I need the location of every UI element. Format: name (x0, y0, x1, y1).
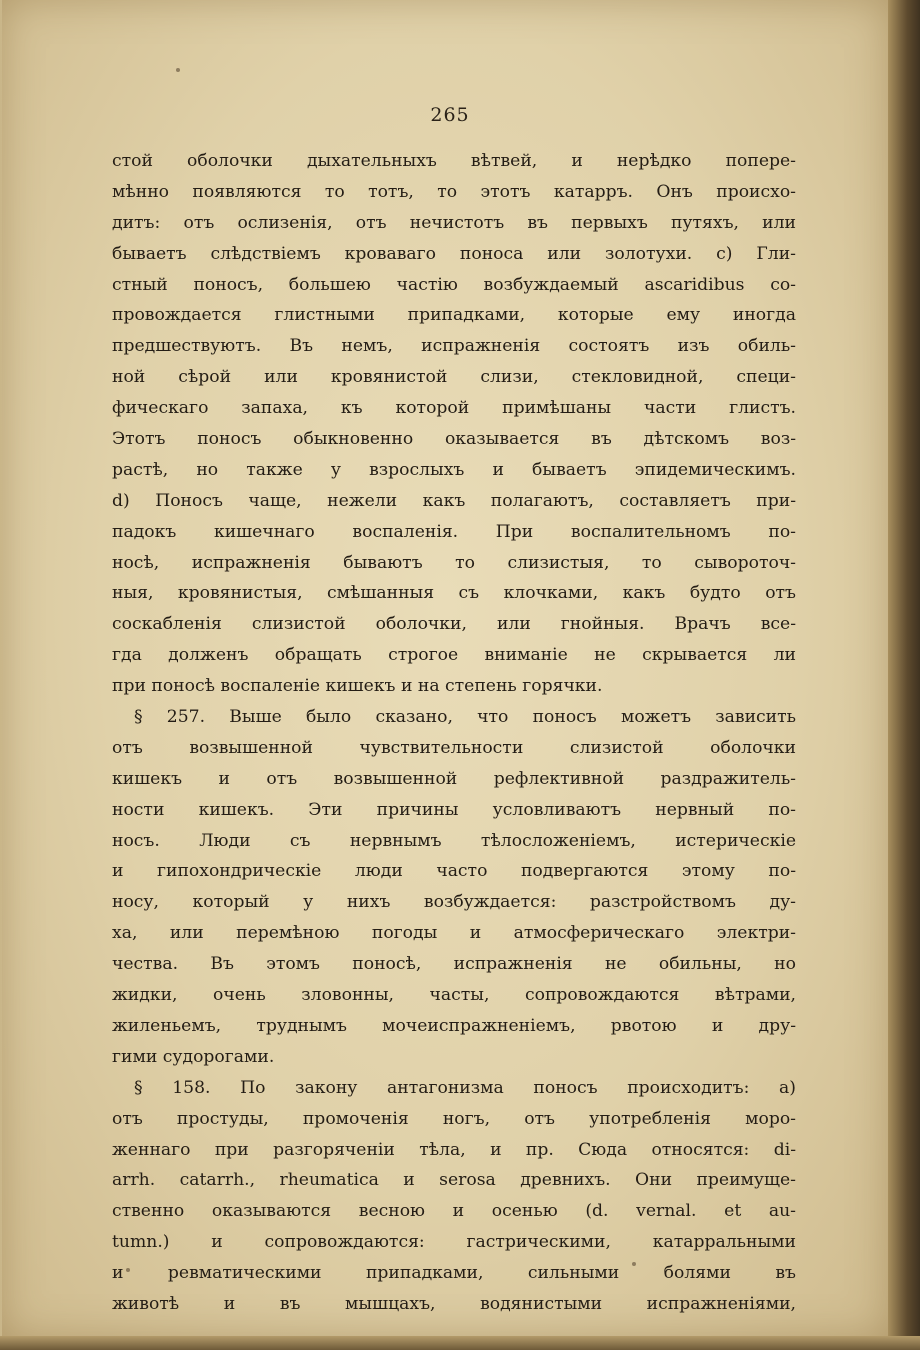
text-line: отъ простуды, промоченія ногъ, отъ употребленія моро- (112, 1108, 796, 1129)
text-line: женнаго при разгоряченіи тѣла, и пр. Сюда относятся: di- (112, 1139, 796, 1160)
text-line: ха, или перемѣною погоды и атмосферическаго электри- (112, 923, 796, 944)
text-line: жиленьемъ, труднымъ мочеиспражненіемъ, рвотою и дру- (112, 1015, 796, 1036)
text-line: чества. Въ этомъ поносѣ, испражненія не обильны, но (112, 954, 796, 975)
text-line: носу, который у нихъ возбуждается: разстройствомъ ду- (112, 892, 796, 913)
text-line: падокъ кишечнаго воспаленія. При воспалительномъ по- (112, 521, 796, 542)
text-line: Этотъ поносъ обыкновенно оказывается въ дѣтскомъ воз- (112, 429, 796, 450)
paper-speck (176, 68, 180, 72)
text-line: стой оболочки дыхательныхъ вѣтвей, и нерѣдко попере- (112, 151, 796, 171)
text-line: предшествуютъ. Въ немъ, испражненія состоятъ изъ обиль- (112, 336, 796, 357)
text-line: arrh. catarrh., rheumatica и serosa древнихъ. Они преимуще- (112, 1170, 796, 1191)
text-line: отъ возвышенной чувствительности слизистой оболочки (112, 737, 796, 758)
text-line: ныя, кровянистыя, смѣшанныя съ клочками, какъ будто отъ (112, 583, 796, 604)
text-line: tumn.) и сопровождаются: гастрическими, катарральными (112, 1232, 796, 1253)
text-line: бываетъ слѣдствіемъ кроваваго поноса или золотухи. с) Гли- (112, 243, 796, 264)
text-line: кишекъ и отъ возвышенной рефлективной раздражитель- (112, 768, 796, 789)
text-line: животѣ и въ мышцахъ, водянистыми испражненіями, (112, 1293, 796, 1314)
book-spine-edge (888, 0, 920, 1350)
paragraph-158-start: § 158. По закону антагонизма поносъ происходитъ: а) (134, 1077, 796, 1098)
book-bottom-edge (0, 1336, 920, 1350)
text-line: ственно оказываются весною и осенью (d. vernal. et au- (112, 1201, 796, 1222)
text-line: d) Поносъ чаще, нежели какъ полагаютъ, составляетъ при- (112, 490, 796, 511)
text-line: ной сѣрой или кровянистой слизи, стекловидной, специ- (112, 367, 796, 388)
text-line: носъ. Люди съ нервнымъ тѣлосложеніемъ, истерическіе (112, 830, 796, 851)
body-text (112, 146, 796, 1320)
text-line: мѣнно появляются то тотъ, то этотъ катарръ. Онъ происхо- (112, 181, 796, 202)
paragraph-257-start: § 257. Выше было сказано, что поносъ можетъ зависить (134, 707, 796, 728)
text-line: соскабленія слизистой оболочки, или гнойныя. Врачъ все- (112, 614, 796, 635)
text-line: и ревматическими припадками, сильными болями въ (112, 1263, 796, 1284)
text-line: гда долженъ обращать строгое вниманіе не скрывается ли (112, 645, 796, 666)
page-number: 265 (430, 104, 470, 126)
text-line: носѣ, испражненія бываютъ то слизистыя, то сывороточ- (112, 552, 796, 573)
text-line: и гипохондрическіе люди часто подвергаются этому по- (112, 861, 796, 882)
text-line: жидки, очень зловонны, часты, сопровождаются вѣтрами, (112, 985, 796, 1006)
text-line: ности кишекъ. Эти причины условливаютъ нервный по- (112, 799, 796, 820)
text-line: фическаго запаха, къ которой примѣшаны части глистъ. (112, 398, 796, 419)
text-line: провождается глистными припадками, которые ему иногда (112, 305, 796, 326)
text-line: гими судорогами. (112, 1046, 275, 1067)
text-line: при поносѣ воспаленіе кишекъ и на степень горячки. (112, 676, 603, 697)
text-line: растѣ, но также у взрослыхъ и бываетъ эпидемическимъ. (112, 459, 796, 480)
text-line: дитъ: отъ ослизенія, отъ нечистотъ въ первыхъ путяхъ, или (112, 212, 796, 233)
text-line: стный поносъ, большею частію возбуждаемый ascaridibus со- (112, 274, 796, 295)
